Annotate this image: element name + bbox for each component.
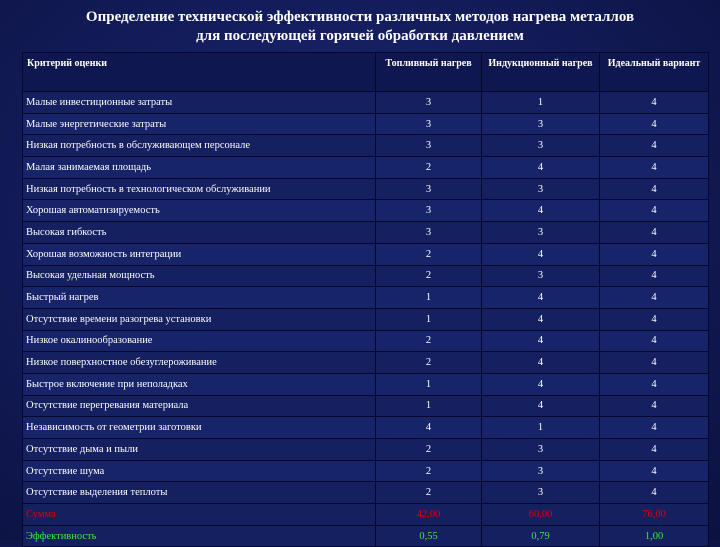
- fuel-score-cell: 1: [376, 373, 482, 395]
- ideal-score-cell: 4: [600, 330, 709, 352]
- sum-row-fuel: 42,00: [376, 504, 482, 526]
- fuel-score-cell: 1: [376, 287, 482, 309]
- table-row: [23, 178, 709, 200]
- criterion-cell: Малая занимаемая площадь: [23, 157, 376, 179]
- efficiency-row-ideal: 1,00: [600, 525, 709, 547]
- fuel-score-cell: 3: [376, 135, 482, 157]
- fuel-score-cell: 3: [376, 222, 482, 244]
- fuel-score-cell: 2: [376, 157, 482, 179]
- fuel-score-cell: 2: [376, 265, 482, 287]
- fuel-score-cell: 2: [376, 243, 482, 265]
- criterion-cell: Отсутствие дыма и пыли: [23, 439, 376, 461]
- table-row: [23, 395, 709, 417]
- table-row: [23, 373, 709, 395]
- table-row: [23, 482, 709, 504]
- page-title: [0, 8, 720, 46]
- ideal-score-cell: 4: [600, 92, 709, 114]
- ideal-score-cell: 4: [600, 352, 709, 374]
- ideal-score-cell: 4: [600, 439, 709, 461]
- criterion-cell: Отсутствие перегревания материала: [23, 395, 376, 417]
- sum-row-induction: 60,00: [482, 504, 600, 526]
- ideal-score-cell: 4: [600, 157, 709, 179]
- induction-score-cell: 3: [482, 460, 600, 482]
- ideal-score-cell: 4: [600, 243, 709, 265]
- induction-score-cell: 3: [482, 222, 600, 244]
- table-row: [23, 200, 709, 222]
- criterion-cell: Малые энергетические затраты: [23, 113, 376, 135]
- criterion-cell: Отсутствие шума: [23, 460, 376, 482]
- table-row: [23, 287, 709, 309]
- table-body: [23, 92, 709, 547]
- sum-row-ideal: 76,00: [600, 504, 709, 526]
- induction-score-cell: 3: [482, 265, 600, 287]
- criterion-cell: Низкое окалинообразование: [23, 330, 376, 352]
- ideal-score-cell: 4: [600, 222, 709, 244]
- induction-score-cell: 3: [482, 482, 600, 504]
- efficiency-row: [23, 525, 709, 547]
- criterion-cell: Хорошая автоматизируемость: [23, 200, 376, 222]
- sum-row: [23, 504, 709, 526]
- ideal-score-cell: 4: [600, 460, 709, 482]
- criterion-cell: Быстрое включение при неполадках: [23, 373, 376, 395]
- title-line-2: для последующей горячей обработки давлением: [196, 28, 524, 44]
- criterion-cell: Быстрый нагрев: [23, 287, 376, 309]
- header-induction: Индукционный нагрев: [482, 53, 600, 92]
- induction-score-cell: 3: [482, 439, 600, 461]
- ideal-score-cell: 4: [600, 135, 709, 157]
- table-row: [23, 243, 709, 265]
- induction-score-cell: 4: [482, 330, 600, 352]
- fuel-score-cell: 2: [376, 460, 482, 482]
- header-ideal: Идеальный вариант: [600, 53, 709, 92]
- table-row: [23, 265, 709, 287]
- induction-score-cell: 3: [482, 178, 600, 200]
- efficiency-table: [22, 52, 709, 547]
- fuel-score-cell: 2: [376, 352, 482, 374]
- table-row: [23, 330, 709, 352]
- fuel-score-cell: 3: [376, 113, 482, 135]
- induction-score-cell: 3: [482, 135, 600, 157]
- table-row: [23, 92, 709, 114]
- ideal-score-cell: 4: [600, 308, 709, 330]
- induction-score-cell: 4: [482, 200, 600, 222]
- efficiency-row-label: Эффективность: [23, 525, 376, 547]
- fuel-score-cell: 1: [376, 395, 482, 417]
- ideal-score-cell: 4: [600, 113, 709, 135]
- ideal-score-cell: 4: [600, 482, 709, 504]
- criterion-cell: Хорошая возможность интеграции: [23, 243, 376, 265]
- criterion-cell: Малые инвестиционные затраты: [23, 92, 376, 114]
- induction-score-cell: 3: [482, 113, 600, 135]
- table-row: [23, 417, 709, 439]
- criterion-cell: Высокая удельная мощность: [23, 265, 376, 287]
- criterion-cell: Низкая потребность в технологическом обслуживании: [23, 178, 376, 200]
- induction-score-cell: 1: [482, 417, 600, 439]
- fuel-score-cell: 3: [376, 178, 482, 200]
- table-row: [23, 157, 709, 179]
- table-row: [23, 222, 709, 244]
- table-row: [23, 439, 709, 461]
- ideal-score-cell: 4: [600, 373, 709, 395]
- induction-score-cell: 4: [482, 243, 600, 265]
- criterion-cell: Отсутствие выделения теплоты: [23, 482, 376, 504]
- table-row: [23, 352, 709, 374]
- fuel-score-cell: 2: [376, 330, 482, 352]
- table-row: [23, 460, 709, 482]
- table-header-row: [23, 53, 709, 92]
- ideal-score-cell: 4: [600, 178, 709, 200]
- induction-score-cell: 4: [482, 373, 600, 395]
- fuel-score-cell: 3: [376, 92, 482, 114]
- induction-score-cell: 1: [482, 92, 600, 114]
- ideal-score-cell: 4: [600, 395, 709, 417]
- title-line-1: Определение технической эффективности различных методов нагрева металлов: [85, 9, 635, 25]
- induction-score-cell: 4: [482, 308, 600, 330]
- fuel-score-cell: 2: [376, 482, 482, 504]
- sum-row-label: Сумма: [23, 504, 376, 526]
- induction-score-cell: 4: [482, 287, 600, 309]
- table-row: [23, 113, 709, 135]
- fuel-score-cell: 2: [376, 439, 482, 461]
- ideal-score-cell: 4: [600, 200, 709, 222]
- table-row: [23, 135, 709, 157]
- fuel-score-cell: 1: [376, 308, 482, 330]
- criterion-cell: Отсутствие времени разогрева установки: [23, 308, 376, 330]
- fuel-score-cell: 4: [376, 417, 482, 439]
- fuel-score-cell: 3: [376, 200, 482, 222]
- criterion-cell: Высокая гибкость: [23, 222, 376, 244]
- criterion-cell: Низкая потребность в обслуживающем персонале: [23, 135, 376, 157]
- header-fuel: Топливный нагрев: [376, 53, 482, 92]
- ideal-score-cell: 4: [600, 417, 709, 439]
- ideal-score-cell: 4: [600, 287, 709, 309]
- header-criterion: Критерий оценки: [23, 53, 376, 92]
- induction-score-cell: 4: [482, 157, 600, 179]
- efficiency-row-fuel: 0,55: [376, 525, 482, 547]
- induction-score-cell: 4: [482, 395, 600, 417]
- table-row: [23, 308, 709, 330]
- criterion-cell: Независимость от геометрии заготовки: [23, 417, 376, 439]
- efficiency-row-induction: 0,79: [482, 525, 600, 547]
- criterion-cell: Низкое поверхностное обезуглероживание: [23, 352, 376, 374]
- ideal-score-cell: 4: [600, 265, 709, 287]
- induction-score-cell: 4: [482, 352, 600, 374]
